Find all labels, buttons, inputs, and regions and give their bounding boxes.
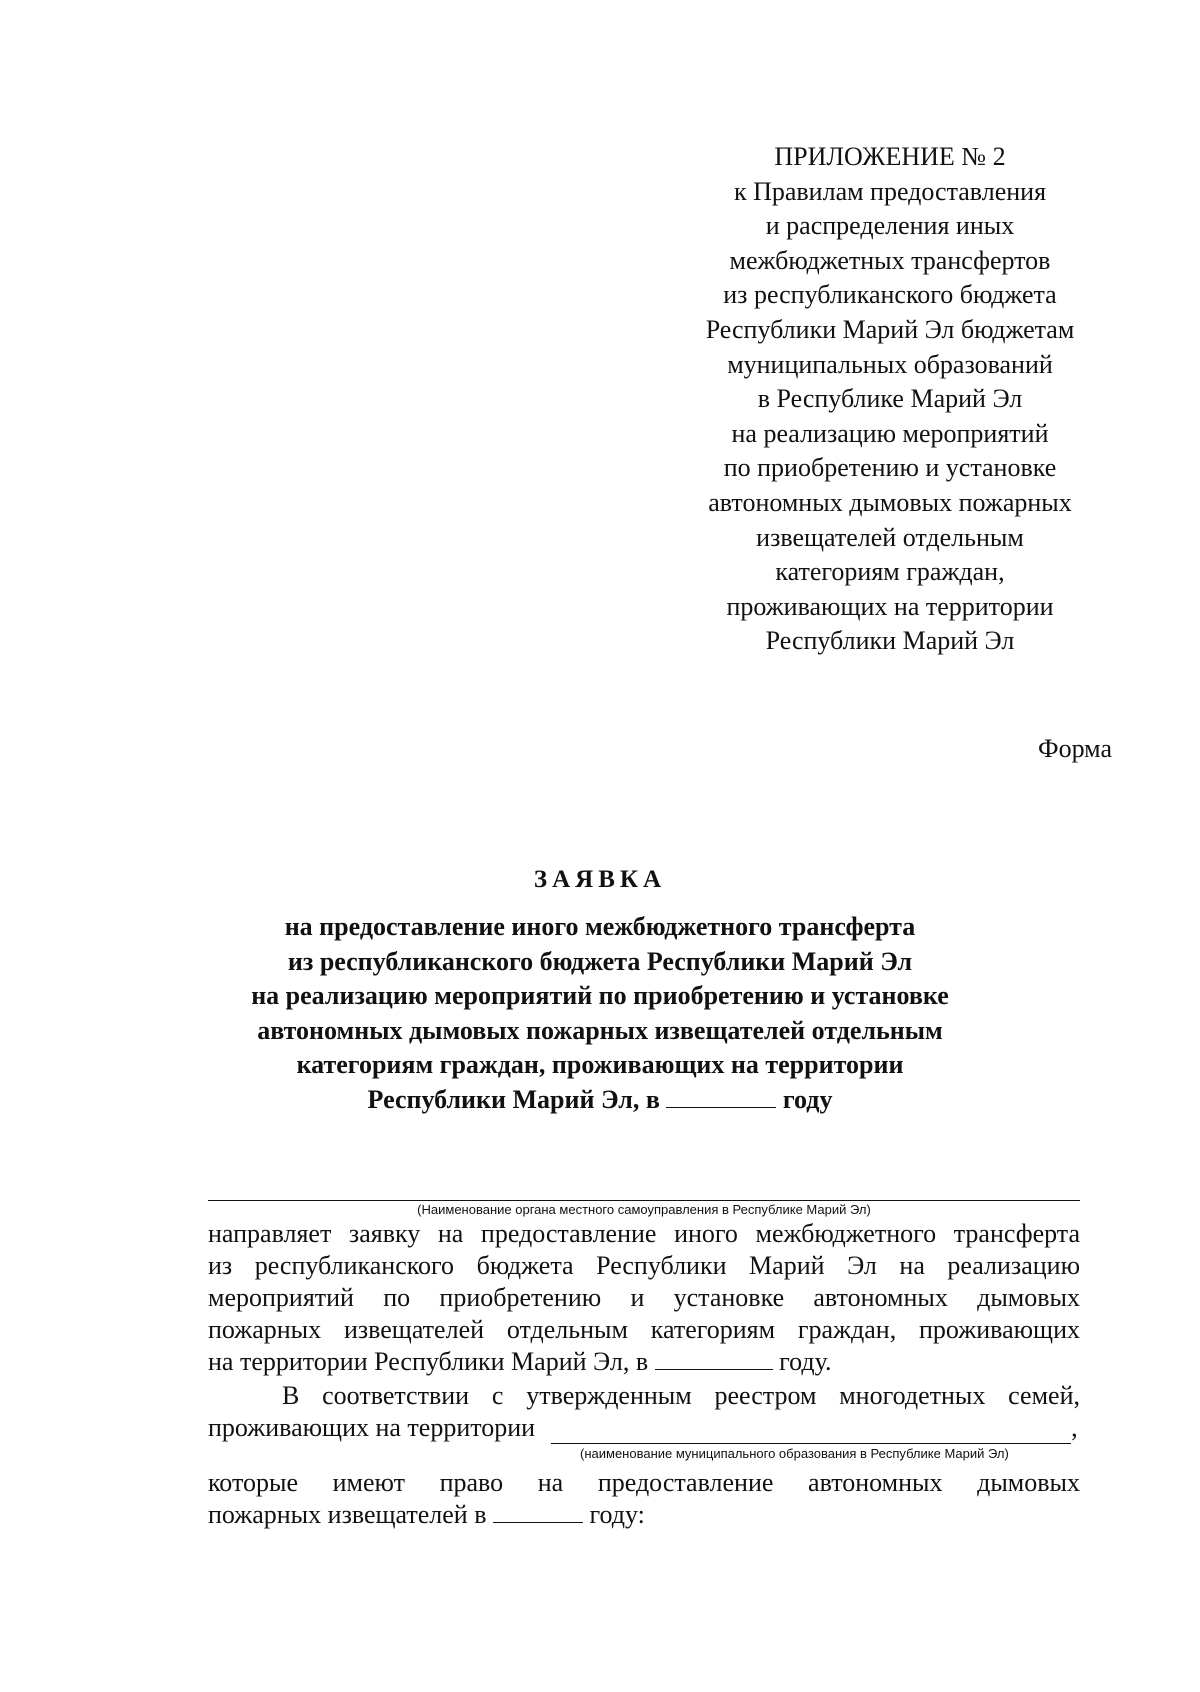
year-blank-field[interactable]	[655, 1347, 773, 1370]
paragraph-last-line	[208, 1499, 1080, 1531]
appendix-line: на реализацию мероприятий	[731, 418, 1049, 448]
appendix-line: к Правилам предоставления	[733, 176, 1047, 206]
eligibility-year-suffix: году:	[589, 1500, 645, 1529]
appendix-line: из республиканского бюджета	[723, 280, 1057, 310]
subtitle-year-suffix: году	[782, 1084, 833, 1114]
paragraph-line: В соответствии с утвержденным реестром многодетных семей,	[282, 1381, 1080, 1410]
territory-suffix: ,	[1071, 1413, 1078, 1442]
year-blank-field[interactable]	[493, 1500, 583, 1523]
form-label: Форма	[1038, 734, 1112, 763]
territory-prefix: проживающих на территории	[208, 1413, 536, 1442]
paragraph-year-suffix: году.	[779, 1347, 832, 1376]
year-blank-field[interactable]	[666, 1085, 776, 1108]
appendix-line: по приобретению и установке	[723, 453, 1057, 483]
subtitle-line: автономных дымовых пожарных извещателей отдельным	[257, 1015, 943, 1045]
appendix-line: и распределения иных	[765, 211, 1015, 241]
paragraph-line: которые имеют право на предоставление автономных дымовых	[208, 1468, 1080, 1497]
appendix-line: Республики Марий Эл бюджетам	[705, 314, 1075, 344]
municipality-blank-field[interactable]	[551, 1419, 1071, 1444]
appendix-line: категориям граждан,	[775, 557, 1005, 587]
subtitle-line: категориям граждан, проживающих на территории	[296, 1050, 904, 1079]
paragraph-eligibility	[208, 1467, 1080, 1531]
territory-line	[208, 1412, 1080, 1444]
appendix-line: Республики Марий Эл	[765, 626, 1015, 656]
appendix-line: в Республике Марий Эл	[757, 384, 1023, 414]
eligibility-year-prefix: пожарных извещателей в	[208, 1500, 487, 1529]
paragraph-request	[208, 1218, 1080, 1378]
paragraph-line: пожарных извещателей отдельным категориям граждан, проживающих	[208, 1315, 1080, 1344]
municipality-caption: (наименование муниципального образования в Республике Марий Эл)	[580, 1446, 1009, 1461]
document-title: ЗАЯВКА	[533, 866, 667, 893]
document-subtitle	[200, 910, 1000, 1117]
org-name-caption: (Наименование органа местного самоуправления в Республике Марий Эл)	[417, 1202, 871, 1217]
paragraph-line: мероприятий по приобретению и установке автономных дымовых	[208, 1283, 1080, 1312]
appendix-line: муниципальных образований	[727, 349, 1053, 379]
subtitle-line: на предоставление иного межбюджетного трансферта	[284, 912, 916, 941]
paragraph-year-prefix: на территории Республики Марий Эл, в	[208, 1347, 649, 1376]
paragraph-registry	[208, 1380, 1080, 1444]
appendix-line: межбюджетных трансфертов	[729, 245, 1051, 275]
appendix-line: автономных дымовых пожарных	[708, 487, 1072, 517]
paragraph-line: из республиканского бюджета Республики Марий Эл на реализацию	[208, 1251, 1080, 1280]
appendix-header	[660, 140, 1120, 659]
appendix-line: извещателей отдельным	[756, 522, 1024, 552]
org-name-blank-field[interactable]	[208, 1200, 1080, 1201]
subtitle-line: из республиканского бюджета Республики Марий Эл	[287, 946, 913, 976]
paragraph-last-line	[208, 1346, 1080, 1378]
subtitle-last-line	[200, 1083, 1000, 1118]
appendix-line: проживающих на территории	[726, 591, 1054, 621]
subtitle-line: на реализацию мероприятий по приобретению и установке	[251, 981, 949, 1010]
subtitle-year-prefix: Республики Марий Эл, в	[367, 1084, 660, 1114]
appendix-line: ПРИЛОЖЕНИЕ № 2	[774, 142, 1006, 171]
paragraph-line: направляет заявку на предоставление иного межбюджетного трансферта	[208, 1219, 1080, 1248]
